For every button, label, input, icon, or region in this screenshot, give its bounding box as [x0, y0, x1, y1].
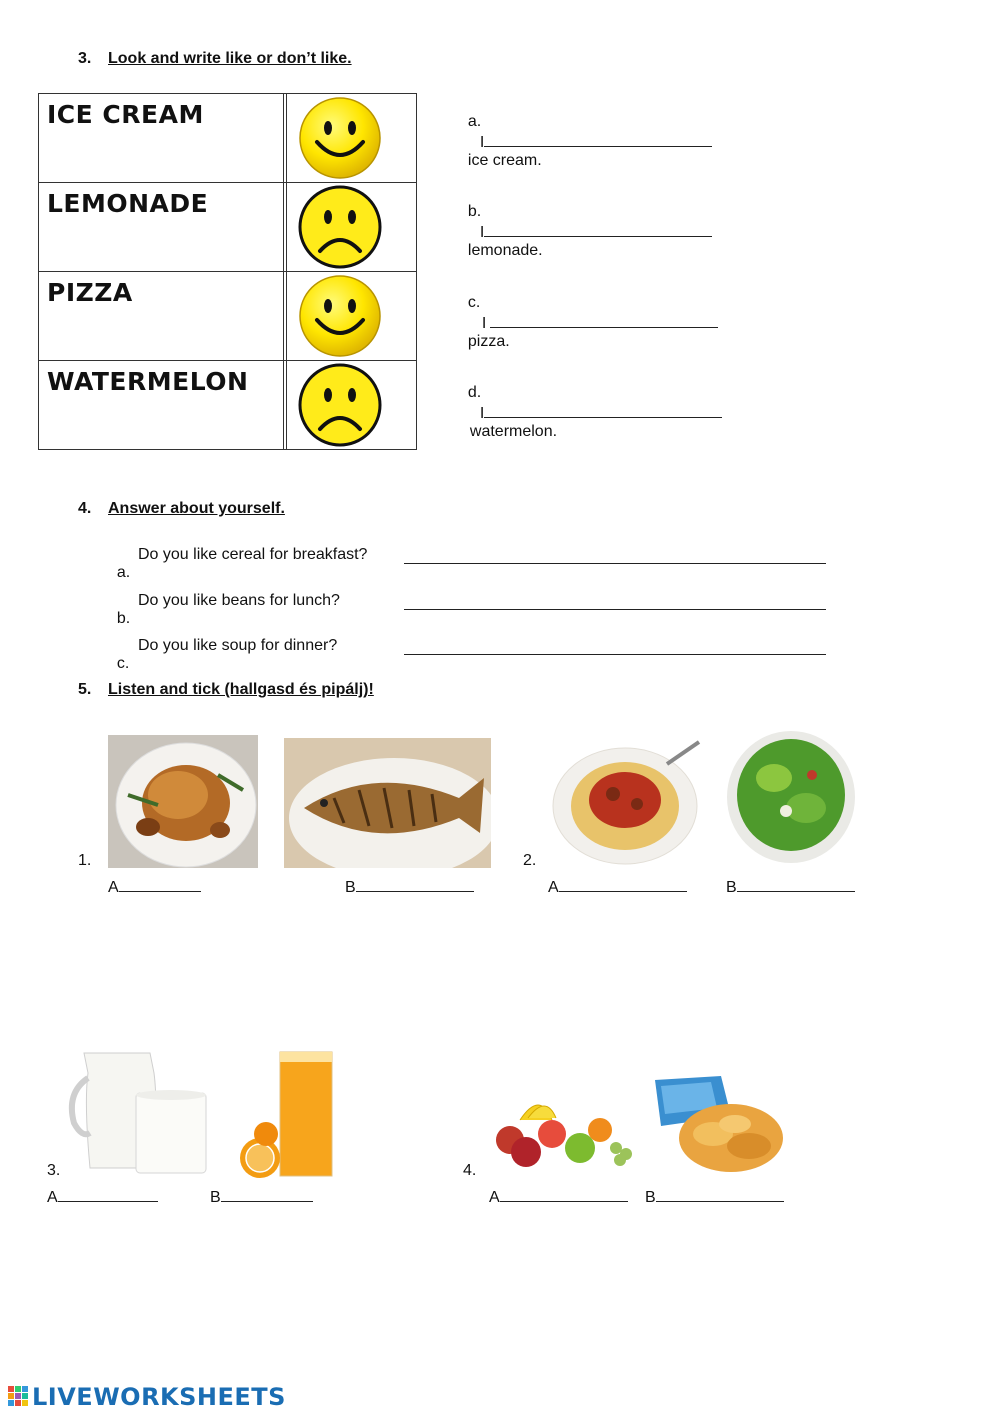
orange-juice-image: [236, 1048, 334, 1178]
question-letter: c.: [116, 655, 130, 672]
food-table: [38, 93, 417, 450]
food-name-watermelon: WATERMELON: [39, 361, 284, 450]
option-letter: A: [489, 1189, 500, 1206]
roast-chicken-image: [108, 735, 258, 868]
answer-line[interactable]: [404, 639, 826, 655]
milk-image: [62, 1043, 210, 1178]
sentence-letter: b.: [467, 203, 482, 220]
food-name-pizza: PIZZA: [39, 272, 284, 361]
spaghetti-image: [549, 734, 705, 868]
answer-blank[interactable]: [484, 221, 712, 237]
option-letter: A: [548, 879, 559, 896]
group-4-option-a[interactable]: [489, 1186, 628, 1207]
sentence-d: [459, 366, 722, 441]
group-2-option-b[interactable]: [726, 876, 855, 897]
table-row: [39, 183, 418, 272]
group-1-option-a[interactable]: [108, 876, 201, 897]
liveworksheets-logo: [8, 1383, 286, 1411]
sentence-start: I: [479, 405, 485, 422]
question-letter: a.: [116, 564, 131, 581]
group-3-number: 3.: [47, 1162, 61, 1179]
section-3-title: Look and write like or don’t like.: [108, 50, 352, 67]
question-text: Do you like beans for lunch?: [138, 592, 340, 609]
sentence-end: ice cream.: [467, 152, 542, 169]
group-3-option-a[interactable]: [47, 1186, 158, 1207]
table-row: [39, 94, 418, 183]
option-letter: B: [726, 879, 737, 896]
option-letter: B: [645, 1189, 656, 1206]
smiley-face-icon: [298, 274, 382, 358]
sentence-letter: c.: [467, 294, 481, 311]
question-text: Do you like soup for dinner?: [138, 637, 338, 654]
sentence-end: lemonade.: [467, 242, 543, 259]
food-name-ice-cream: ICE CREAM: [39, 94, 284, 183]
answer-line[interactable]: [404, 594, 826, 610]
sentence-b: [459, 185, 712, 260]
sentence-letter: d.: [467, 384, 482, 401]
sad-face-icon: [298, 363, 382, 447]
sentence-start: I: [481, 315, 487, 332]
sentence-start: I: [479, 134, 485, 151]
face-cell: [284, 94, 418, 183]
table-row: [39, 272, 418, 361]
group-3-option-b[interactable]: [210, 1186, 313, 1207]
sad-face-icon: [298, 185, 382, 269]
answer-blank[interactable]: [484, 402, 722, 418]
option-letter: A: [47, 1189, 58, 1206]
group-4-option-b[interactable]: [645, 1186, 784, 1207]
sentence-a: [459, 95, 712, 170]
face-cell: [284, 272, 418, 361]
option-letter: B: [210, 1189, 221, 1206]
option-letter: B: [345, 879, 356, 896]
answer-line[interactable]: [404, 548, 826, 564]
question-a: [108, 546, 130, 582]
salad-image: [724, 723, 858, 868]
section-4-number: 4.: [78, 500, 92, 517]
question-c: [108, 637, 129, 673]
question-b: [108, 592, 130, 628]
sentence-start: I: [479, 224, 485, 241]
face-cell: [284, 183, 418, 272]
table-row: [39, 361, 418, 450]
sentence-letter: a.: [467, 113, 482, 130]
group-1-number: 1.: [78, 852, 92, 869]
section-4-title: Answer about yourself.: [108, 500, 285, 517]
smiley-face-icon: [298, 96, 382, 180]
food-name-lemonade: LEMONADE: [39, 183, 284, 272]
logo-blocks-icon: [8, 1386, 30, 1408]
sentence-end: pizza.: [467, 333, 510, 350]
group-2-option-a[interactable]: [548, 876, 687, 897]
logo-text: LIVEWORKSHEETS: [32, 1383, 286, 1411]
group-1-option-b[interactable]: [345, 876, 474, 897]
group-4-number: 4.: [463, 1162, 477, 1179]
grilled-fish-image: [284, 738, 491, 868]
section-3-number: 3.: [78, 50, 92, 67]
answer-blank[interactable]: [484, 131, 712, 147]
crisps-image: [651, 1076, 787, 1178]
sentence-end: watermelon.: [469, 423, 558, 440]
answer-blank[interactable]: [490, 312, 718, 328]
question-text: Do you like cereal for breakfast?: [138, 546, 368, 563]
section-5-title: Listen and tick (hallgasd és pipálj)!: [108, 681, 374, 698]
option-letter: A: [108, 879, 119, 896]
face-cell: [284, 361, 418, 450]
group-2-number: 2.: [523, 852, 537, 869]
section-5-number: 5.: [78, 681, 92, 698]
fruit-image: [490, 1090, 640, 1174]
question-letter: b.: [116, 610, 131, 627]
sentence-c: [459, 276, 718, 351]
